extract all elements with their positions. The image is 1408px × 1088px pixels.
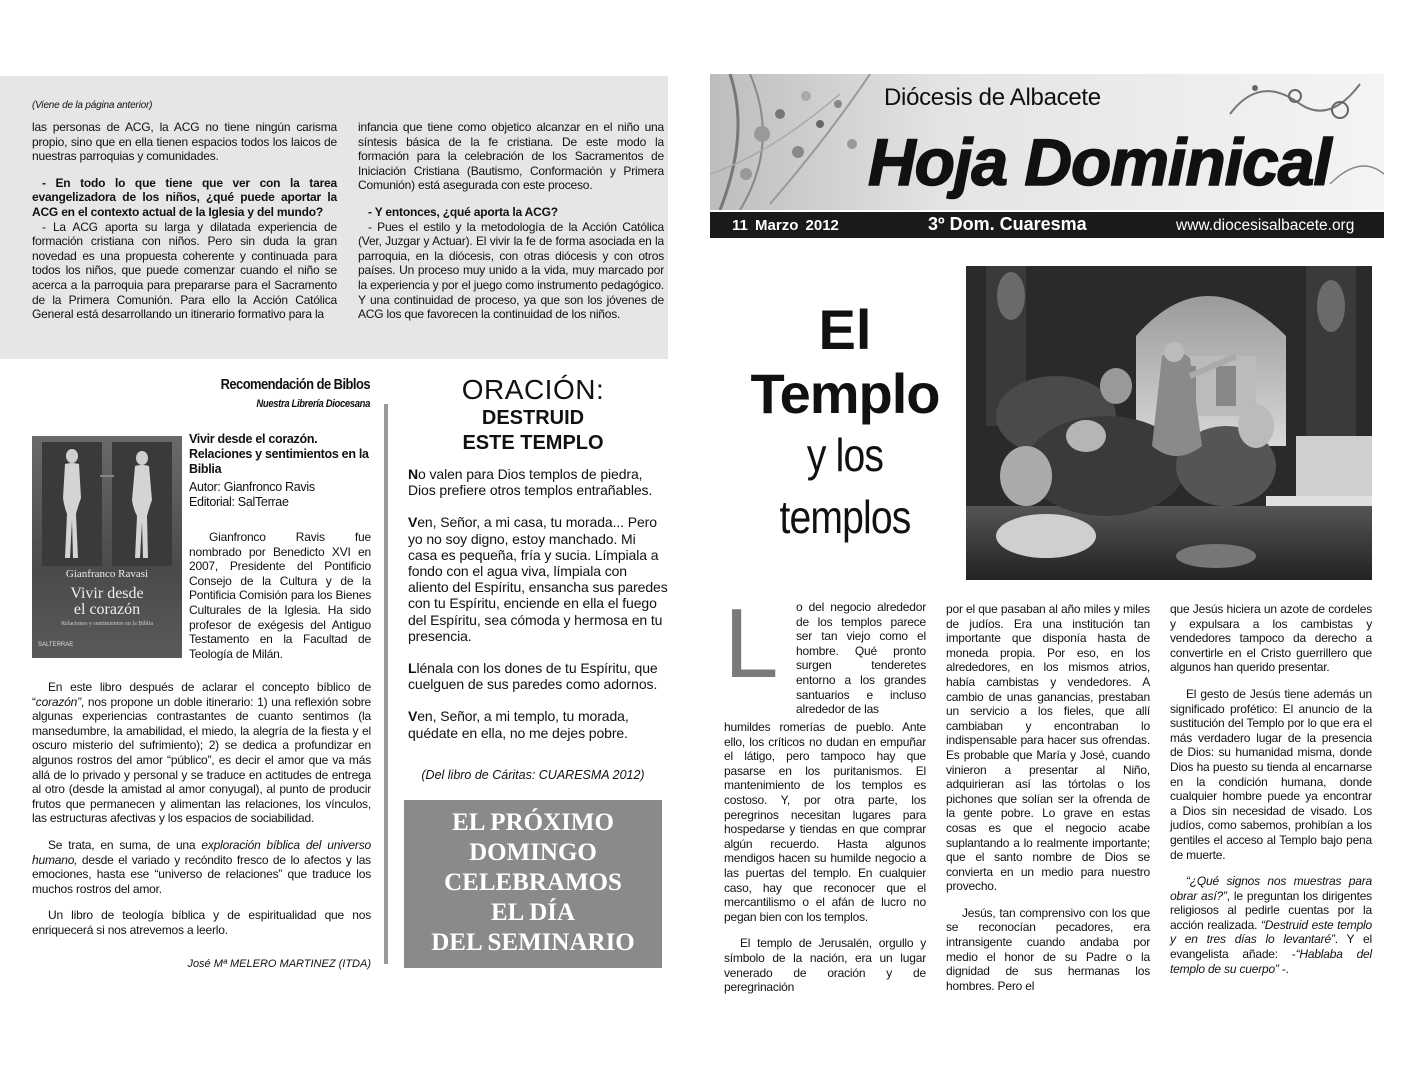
issue-date: 11 Marzo 2012: [732, 217, 839, 234]
stanza: Ven, Señor, a mi templo, tu morada, quédate en ella, no me dejes pobre.: [408, 708, 629, 741]
paragraph: - La ACG aporta su larga y dilatada experiencia de formación cristiana con niños. Pero sin duda la gran novedad es una propuesta coherente y continuada para todos los niños, que puede comenzar cuando el niño se acerca a la parroquia para prepararse para el Sacramento de la Primera Comunión. Para ello la Acción Católica General está desarrollando un itinerario formativo para la: [32, 219, 337, 322]
book-meta: [189, 480, 371, 510]
headline-line-2: Templo: [750, 362, 940, 425]
announcement-line: DOMINGO: [469, 839, 597, 866]
announcement-line: EL DÍA: [490, 899, 576, 926]
book-author: Autor: Gianfronco Ravis: [189, 480, 315, 494]
headline-line-3: y los: [806, 429, 884, 481]
paragraph: que Jesús hiciera un azote de cordeles y expulsara a los cambistas y vendedores tampoco da derecho a convertirle en el Cristo guerrillero que algunos han querido presentar.: [1170, 602, 1372, 675]
paragraph: En este libro después de aclarar el concepto bíblico de “corazón”, nos propone un doble itinerario: 1) una reflexión sobre algunas experiencias contrastantes de cuanto sentimos (la mansedumbre, la amabilidad, el miedo, la alegría de la fiesta y el oscuro misterio del sufrimiento); 2) se dedica a profundizar en algunos rostros del amor “público”, es decir el amor que va más allá de lo privado y personal y se traduce en actitudes de entrega al otro (desde la amistad al amor conyugal), al punto de producir frutos que permanecen y alimentan las relaciones, los vínculos, las estructuras afectivas y los espacios de sociabilidad.: [32, 680, 371, 826]
article-col3: [1170, 602, 1372, 976]
painting-illustration: [966, 266, 1372, 580]
paragraph: El templo de Jerusalén, orgullo y símbolo de la nación, era un lugar venerado de oración y de peregrinación: [724, 936, 926, 995]
prayer-subtitle-2: ESTE TEMPLO: [462, 432, 604, 454]
website-url: www.diocesisalbacete.org: [1176, 217, 1355, 234]
paragraph: Un libro de teología bíblica y de espiritualidad que nos enriquecerá si nos atrevemos a leerlo.: [32, 908, 371, 937]
prayer-title: ORACIÓN:: [461, 374, 605, 405]
stanza: Ven, Señor, a mi casa, tu morada... Pero yo no soy digno, estoy manchado. Mi casa es pequeña, fría y sucia. Límpiala a fondo con el agua viva, límpiala con aliento del Espíritu, ensancha sus paredes con tu Espíritu, enciende en ella el fuego del Espíritu, sea cómoda y hermosa en tu presencia.: [408, 514, 668, 644]
liturgical-sunday: 3º Dom. Cuaresma: [928, 214, 1087, 234]
publication-title: Hoja Dominical: [868, 125, 1331, 199]
cover-author: Gianfranco Ravasi: [65, 568, 149, 580]
stanza: No valen para Dios templos de piedra, Dios prefiere otros templos entrañables.: [408, 466, 653, 499]
prayer-source: (Del libro de Cáritas: CUARESMA 2012): [421, 768, 645, 782]
recommendation-subtitle: Nuestra Librería Diocesana: [256, 398, 370, 410]
cover-title-2: el corazón: [73, 601, 141, 618]
book-publisher: Editorial: SalTerrae: [189, 495, 289, 509]
continued-note: (Viene de la página anterior): [32, 100, 153, 111]
headline-line-4: templos: [779, 491, 911, 543]
paragraph: Gianfronco Ravis fue nombrado por Benedicto XVI en 2007, Presidente del Pontificio Consejo de la Cultura y de la Pontificia Comisión para los Bienes Culturales de la Iglesia. Ha sido profesor de exégesis del Antiguo Testamento en la Facultad de Teología de Milán.: [189, 530, 371, 661]
paragraph: - Pues el estilo y la metodología de la Acción Católica (Ver, Juzgar y Actuar). El vivir la fe de forma asociada en la parroquia, en la diócesis, con otras diócesis y con otros países. Un proceso muy unido a la vida, muy marcado por la experiencia y por el juego como instrumento pedagógico. Y una continuidad de proceso, ya que son los jóvenes de ACG los que favorecen la continuidad de los niños.: [358, 219, 664, 322]
paragraph: “¿Qué signos nos muestras para obrar así?”, le preguntan los dirigentes religiosos al pedirle cuentas por la acción realizada. “Destruid este templo y en tres días lo levantaré”. Y el evangelista añade: -“Hablaba del templo de su cuerpo” -.: [1170, 874, 1372, 976]
paragraph: Se trata, en suma, de una exploración bíblica del universo humano, desde el variado y recóndito fresco de lo afectos y las emociones, hasta ese “universo de relaciones” que traduce los muchos rostros del amor.: [32, 837, 371, 896]
continued-article-col2: [358, 120, 664, 322]
stanza: Llénala con los dones de tu Espíritu, que cuelguen de sus paredes como adornos.: [408, 660, 658, 693]
paragraph: Jesús, tan comprensivo con los que se reconocían pecadores, era intransigente cuando andaba por medio el honor de su Padre o la dignidad de sus hermanas los hombres. Pero el: [946, 905, 1150, 993]
headline-line-1: El: [818, 298, 872, 361]
question: - En todo lo que tiene que ver con la tarea evangelizadora de los niños, ¿qué puede aportar la ACG en el contexto actual de la Iglesia y del mundo?: [32, 175, 337, 219]
article-col1-top: [796, 600, 926, 717]
cover-publisher: SALTERRAE: [38, 642, 74, 648]
drop-cap: L: [724, 588, 779, 698]
column-divider: [384, 404, 388, 964]
article-col1: [724, 720, 926, 995]
announcement-line: CELEBRAMOS: [444, 869, 622, 896]
prayer-subtitle-1: DESTRUID: [481, 407, 585, 429]
recommendation-body: [32, 680, 371, 938]
paragraph: por el que pasaban al año miles y miles de judíos. Era una institución tan importante que disponía hasta de moneda propia. Por eso, en los alrededores, en los mismos atrios, había cambistas y vendedores. A cambio de unas ganancias, prestaban un servicio a los fieles, que allí cambiaban y encontraban lo indispensable para hacer sus ofrendas. Es probable que María y José, cuando vinieron a presentar al Niño, adquirieran así las tórtolas o los pichones que solían ser la ofrenda de la gente pobre. Lo grave en estas cosas es que el negocio acabe suplantando a lo realmente importante; que el santo nombre de Dios se convierta en un medio para nuestro provecho.: [946, 602, 1150, 894]
paragraph: o del negocio alrededor de los templos parece ser tan viejo como el hombre. Qué pronto surgen tenderetes entorno a los grandes santuarios e incluso alrededor de las: [796, 600, 926, 717]
paragraph: El gesto de Jesús tiene además un significado profético: El anuncio de la sustitución del Templo por lo que era el más verdadero lugar de la presencia de Dios: su humanidad misma, donde Dios ha puesto su tienda al encarnarse en la condición humana, donde cualquier hombre puede ya encontrar a Dios sin necesidad de visado. Los judíos, como sabemos, prohibían a los gentiles el acceso al Templo bajo pena de muerte.: [1170, 686, 1372, 862]
paragraph: las personas de ACG, la ACG no tiene ningún carisma propio, sino que en ella tienen espacios todos los laicos de nuestras parroquias y comunidades.: [32, 120, 337, 164]
temple-painting-image: [966, 266, 1372, 580]
prayer-body: [408, 466, 668, 757]
cover-title-1: Vivir desde: [70, 585, 144, 602]
cover-subtitle: Relaciones y sentimientos en la Biblia: [61, 621, 153, 627]
diocese-name: Diócesis de Albacete: [884, 84, 1101, 111]
book-title: Vivir desde el corazón. Relaciones y sentimientos en la Biblia: [189, 432, 369, 476]
announcement-text: [404, 808, 662, 958]
paragraph: infancia que tiene como objetico alcanzar en el niño una síntesis básica de la fe cristiana. De este modo la formación para la celebración de los Sacramentos de Iniciación Cristiana (Bautismo, Conformación y Primera Comunión) está asegurada con este proceso.: [358, 120, 664, 193]
paragraph: humildes romerías de pueblo. Ante ello, los críticos no dudan en empuñar el látigo, pero tampoco hay que pasarse en los puritanismos. El mantenimiento de los templos es costoso. Y, por otra parte, los peregrinos necesitan lugares para hospedarse y tiendas en que comprar algún recuerdo. Hasta algunos mendigos hacen su humilde negocio a las puertas del templo. En cualquier caso, hay que reconocer que el mercantilismo o el afán de lucro no pegan bien con los templos.: [724, 720, 926, 924]
announcement-line: EL PRÓXIMO: [452, 809, 614, 836]
question: - Y entonces, ¿qué aporta la ACG?: [368, 204, 558, 219]
book-cover-image: [32, 436, 182, 658]
announcement-line: DEL SEMINARIO: [431, 929, 635, 956]
continued-article-col1: [32, 120, 337, 322]
recommendation-title: Recomendación de Biblos: [220, 376, 370, 393]
review-signature: José Mª MELERO MARTINEZ (ITDA): [187, 958, 371, 970]
author-bio: [189, 530, 371, 661]
article-col2: [946, 602, 1150, 993]
